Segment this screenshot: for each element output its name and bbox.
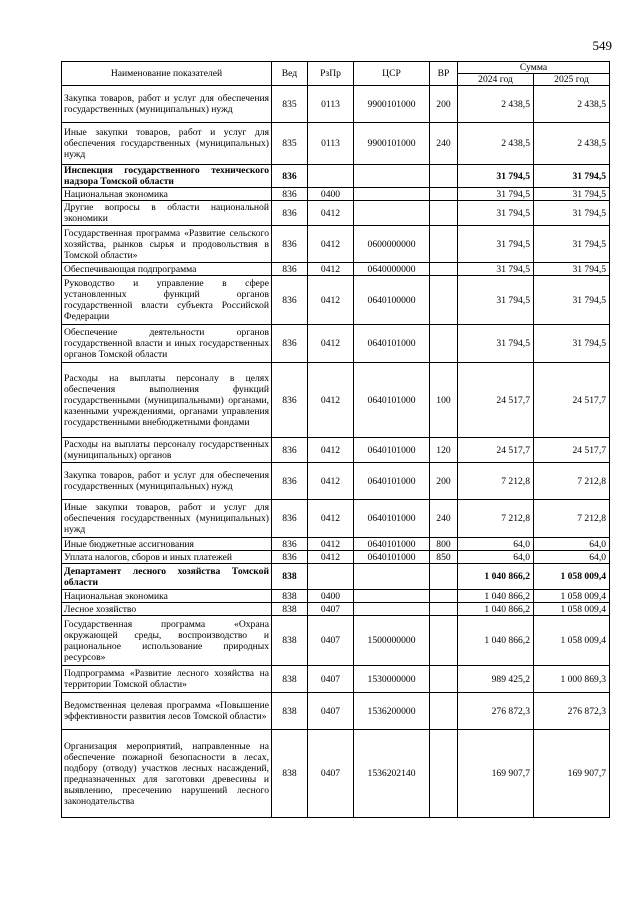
row-vr: [430, 276, 458, 325]
row-vr: [430, 693, 458, 730]
row-sum-2025: 1 058 009,4: [534, 564, 610, 590]
row-name: Организация мероприятий, направленные на обеспечение пожарной безопасности в лесах, подбору (отводу) участков лесных насаждений, предназначенных для заготовки древесины и выявлению, пресечению нарушений лесного законодательства: [62, 730, 272, 818]
row-sum-2024: 1 040 866,2: [458, 616, 534, 666]
row-ved: 838: [272, 693, 308, 730]
row-vr: 240: [430, 123, 458, 165]
table-row: [62, 165, 610, 188]
row-name: Уплата налогов, сборов и иных платежей: [62, 551, 272, 564]
header-vr: ВР: [430, 62, 458, 86]
row-sum-2024: 31 794,5: [458, 201, 534, 226]
row-csr: 0600000000: [354, 226, 430, 263]
row-rzpr: 0400: [308, 590, 354, 603]
row-sum-2025: 1 058 009,4: [534, 616, 610, 666]
row-vr: 100: [430, 363, 458, 438]
row-csr: 0640101000: [354, 500, 430, 538]
row-sum-2024: 7 212,8: [458, 500, 534, 538]
row-ved: 836: [272, 276, 308, 325]
row-csr: 1500000000: [354, 616, 430, 666]
table-row: [62, 363, 610, 438]
row-ved: 835: [272, 123, 308, 165]
row-name: Другие вопросы в области национальной экономики: [62, 201, 272, 226]
row-sum-2024: 24 517,7: [458, 363, 534, 438]
row-sum-2025: 169 907,7: [534, 730, 610, 818]
row-name: Подпрограмма «Развитие лесного хозяйства на территории Томской области»: [62, 666, 272, 693]
row-sum-2025: 31 794,5: [534, 263, 610, 276]
table-row: [62, 603, 610, 616]
row-sum-2024: 64,0: [458, 538, 534, 551]
row-vr: [430, 263, 458, 276]
row-csr: 0640101000: [354, 438, 430, 463]
table-row: [62, 500, 610, 538]
table-row: [62, 616, 610, 666]
row-name: Ведомственная целевая программа «Повышение эффективности развития лесов Томской области»: [62, 693, 272, 730]
row-sum-2024: 24 517,7: [458, 438, 534, 463]
header-rzpr: РзПр: [308, 62, 354, 86]
row-vr: [430, 666, 458, 693]
row-sum-2024: 1 040 866,2: [458, 603, 534, 616]
row-vr: 200: [430, 463, 458, 500]
row-csr: 1530000000: [354, 666, 430, 693]
row-ved: 838: [272, 564, 308, 590]
row-vr: [430, 603, 458, 616]
row-csr: 0640101000: [354, 551, 430, 564]
table-row: [62, 590, 610, 603]
row-ved: 836: [272, 226, 308, 263]
row-vr: 200: [430, 86, 458, 123]
row-sum-2025: 64,0: [534, 538, 610, 551]
row-ved: 836: [272, 165, 308, 188]
row-vr: [430, 564, 458, 590]
table-row: [62, 263, 610, 276]
row-rzpr: 0113: [308, 86, 354, 123]
row-rzpr: 0412: [308, 201, 354, 226]
row-rzpr: 0412: [308, 438, 354, 463]
row-sum-2024: 31 794,5: [458, 165, 534, 188]
row-rzpr: 0412: [308, 463, 354, 500]
row-sum-2025: 31 794,5: [534, 226, 610, 263]
row-sum-2025: 1 000 869,3: [534, 666, 610, 693]
row-csr: 9900101000: [354, 86, 430, 123]
row-rzpr: 0412: [308, 325, 354, 363]
row-rzpr: 0407: [308, 616, 354, 666]
row-sum-2025: 276 872,3: [534, 693, 610, 730]
row-sum-2024: 31 794,5: [458, 325, 534, 363]
row-csr: 0640000000: [354, 263, 430, 276]
row-rzpr: 0412: [308, 363, 354, 438]
row-sum-2024: 7 212,8: [458, 463, 534, 500]
row-rzpr: 0412: [308, 538, 354, 551]
table-row: [62, 438, 610, 463]
row-ved: 836: [272, 538, 308, 551]
row-csr: 0640101000: [354, 538, 430, 551]
row-ved: 838: [272, 616, 308, 666]
row-ved: 838: [272, 603, 308, 616]
row-csr: 1536202140: [354, 730, 430, 818]
table-row: [62, 730, 610, 818]
row-name: Руководство и управление в сфере установленных функций органов государственной власти субъекта Российской Федерации: [62, 276, 272, 325]
row-name: Лесное хозяйство: [62, 603, 272, 616]
row-vr: [430, 188, 458, 201]
table-row: [62, 226, 610, 263]
row-sum-2025: 31 794,5: [534, 165, 610, 188]
row-sum-2025: 1 058 009,4: [534, 590, 610, 603]
row-vr: 240: [430, 500, 458, 538]
row-name: Национальная экономика: [62, 590, 272, 603]
row-rzpr: 0407: [308, 693, 354, 730]
row-sum-2024: 276 872,3: [458, 693, 534, 730]
table-row: [62, 325, 610, 363]
row-csr: [354, 188, 430, 201]
row-csr: [354, 603, 430, 616]
row-sum-2025: 7 212,8: [534, 463, 610, 500]
row-csr: 9900101000: [354, 123, 430, 165]
row-name: Национальная экономика: [62, 188, 272, 201]
row-sum-2024: 31 794,5: [458, 188, 534, 201]
header-ved: Вед: [272, 62, 308, 86]
table-row: [62, 86, 610, 123]
row-sum-2024: 31 794,5: [458, 263, 534, 276]
budget-table: [61, 61, 610, 818]
row-sum-2024: 989 425,2: [458, 666, 534, 693]
row-ved: 836: [272, 463, 308, 500]
page-number: 549: [592, 38, 612, 53]
row-csr: [354, 165, 430, 188]
row-ved: 836: [272, 500, 308, 538]
row-rzpr: 0113: [308, 123, 354, 165]
row-csr: 0640101000: [354, 463, 430, 500]
row-name: Иные закупки товаров, работ и услуг для обеспечения государственных (муниципальных) нужд: [62, 500, 272, 538]
row-rzpr: 0407: [308, 666, 354, 693]
row-sum-2025: 7 212,8: [534, 500, 610, 538]
row-sum-2024: 169 907,7: [458, 730, 534, 818]
row-name: Государственная программа «Развитие сельского хозяйства, рынков сырья и продовольствия в Томской области»: [62, 226, 272, 263]
header-csr: ЦСР: [354, 62, 430, 86]
row-sum-2025: 24 517,7: [534, 363, 610, 438]
row-sum-2025: 2 438,5: [534, 123, 610, 165]
header-sum: Сумма: [458, 62, 610, 74]
row-csr: [354, 564, 430, 590]
row-sum-2024: 1 040 866,2: [458, 564, 534, 590]
table-row: [62, 188, 610, 201]
header-2024: 2024 год: [458, 74, 534, 86]
row-ved: 838: [272, 590, 308, 603]
row-rzpr: [308, 564, 354, 590]
table-body: [62, 86, 610, 818]
row-sum-2024: 64,0: [458, 551, 534, 564]
row-ved: 836: [272, 188, 308, 201]
row-sum-2025: 64,0: [534, 551, 610, 564]
table-row: [62, 666, 610, 693]
row-rzpr: [308, 165, 354, 188]
row-ved: 838: [272, 666, 308, 693]
table-row: [62, 538, 610, 551]
row-sum-2024: 2 438,5: [458, 123, 534, 165]
row-rzpr: 0412: [308, 276, 354, 325]
row-name: Закупка товаров, работ и услуг для обеспечения государственных (муниципальных) нужд: [62, 463, 272, 500]
row-sum-2024: 31 794,5: [458, 226, 534, 263]
row-name: Закупка товаров, работ и услуг для обеспечения государственных (муниципальных) нужд: [62, 86, 272, 123]
row-name: Иные закупки товаров, работ и услуг для обеспечения государственных (муниципальных) нужд: [62, 123, 272, 165]
row-sum-2024: 31 794,5: [458, 276, 534, 325]
row-csr: 0640100000: [354, 276, 430, 325]
row-ved: 836: [272, 551, 308, 564]
row-sum-2025: 31 794,5: [534, 276, 610, 325]
row-name: Департамент лесного хозяйства Томской области: [62, 564, 272, 590]
table-row: [62, 551, 610, 564]
row-sum-2025: 31 794,5: [534, 188, 610, 201]
row-rzpr: 0412: [308, 226, 354, 263]
row-vr: [430, 616, 458, 666]
row-ved: 836: [272, 363, 308, 438]
table-row: [62, 564, 610, 590]
row-rzpr: 0407: [308, 603, 354, 616]
row-ved: 836: [272, 263, 308, 276]
row-vr: [430, 730, 458, 818]
row-vr: [430, 201, 458, 226]
row-csr: 0640101000: [354, 325, 430, 363]
row-rzpr: 0400: [308, 188, 354, 201]
row-csr: [354, 201, 430, 226]
row-name: Обеспечение деятельности органов государственной власти и иных государственных органов Томской области: [62, 325, 272, 363]
row-name: Государственная программа «Охрана окружающей среды, воспроизводство и рациональное использование природных ресурсов»: [62, 616, 272, 666]
row-sum-2024: 1 040 866,2: [458, 590, 534, 603]
row-ved: 836: [272, 438, 308, 463]
table-row: [62, 693, 610, 730]
row-ved: 836: [272, 325, 308, 363]
row-rzpr: 0412: [308, 551, 354, 564]
row-rzpr: 0407: [308, 730, 354, 818]
row-rzpr: 0412: [308, 500, 354, 538]
row-ved: 838: [272, 730, 308, 818]
row-sum-2025: 31 794,5: [534, 201, 610, 226]
table-row: [62, 276, 610, 325]
table-row: [62, 123, 610, 165]
row-vr: 850: [430, 551, 458, 564]
row-csr: 1536200000: [354, 693, 430, 730]
row-csr: 0640101000: [354, 363, 430, 438]
row-name: Расходы на выплаты персоналу в целях обеспечения выполнения функций государственными (муниципальными) органами, казенными учреждениями, органами управления государственными внебюджетными фондами: [62, 363, 272, 438]
row-name: Иные бюджетные ассигнования: [62, 538, 272, 551]
row-vr: [430, 165, 458, 188]
header-2025: 2025 год: [534, 74, 610, 86]
row-rzpr: 0412: [308, 263, 354, 276]
row-csr: [354, 590, 430, 603]
table-row: [62, 463, 610, 500]
row-vr: [430, 325, 458, 363]
row-sum-2025: 1 058 009,4: [534, 603, 610, 616]
row-vr: 120: [430, 438, 458, 463]
row-ved: 836: [272, 201, 308, 226]
row-name: Инспекция государственного технического надзора Томской области: [62, 165, 272, 188]
row-ved: 835: [272, 86, 308, 123]
row-vr: 800: [430, 538, 458, 551]
row-vr: [430, 226, 458, 263]
row-name: Расходы на выплаты персоналу государственных (муниципальных) органов: [62, 438, 272, 463]
row-name: Обеспечивающая подпрограмма: [62, 263, 272, 276]
row-sum-2024: 2 438,5: [458, 86, 534, 123]
header-name: Наименование показателей: [62, 62, 272, 86]
row-vr: [430, 590, 458, 603]
table-row: [62, 201, 610, 226]
row-sum-2025: 24 517,7: [534, 438, 610, 463]
row-sum-2025: 2 438,5: [534, 86, 610, 123]
row-sum-2025: 31 794,5: [534, 325, 610, 363]
